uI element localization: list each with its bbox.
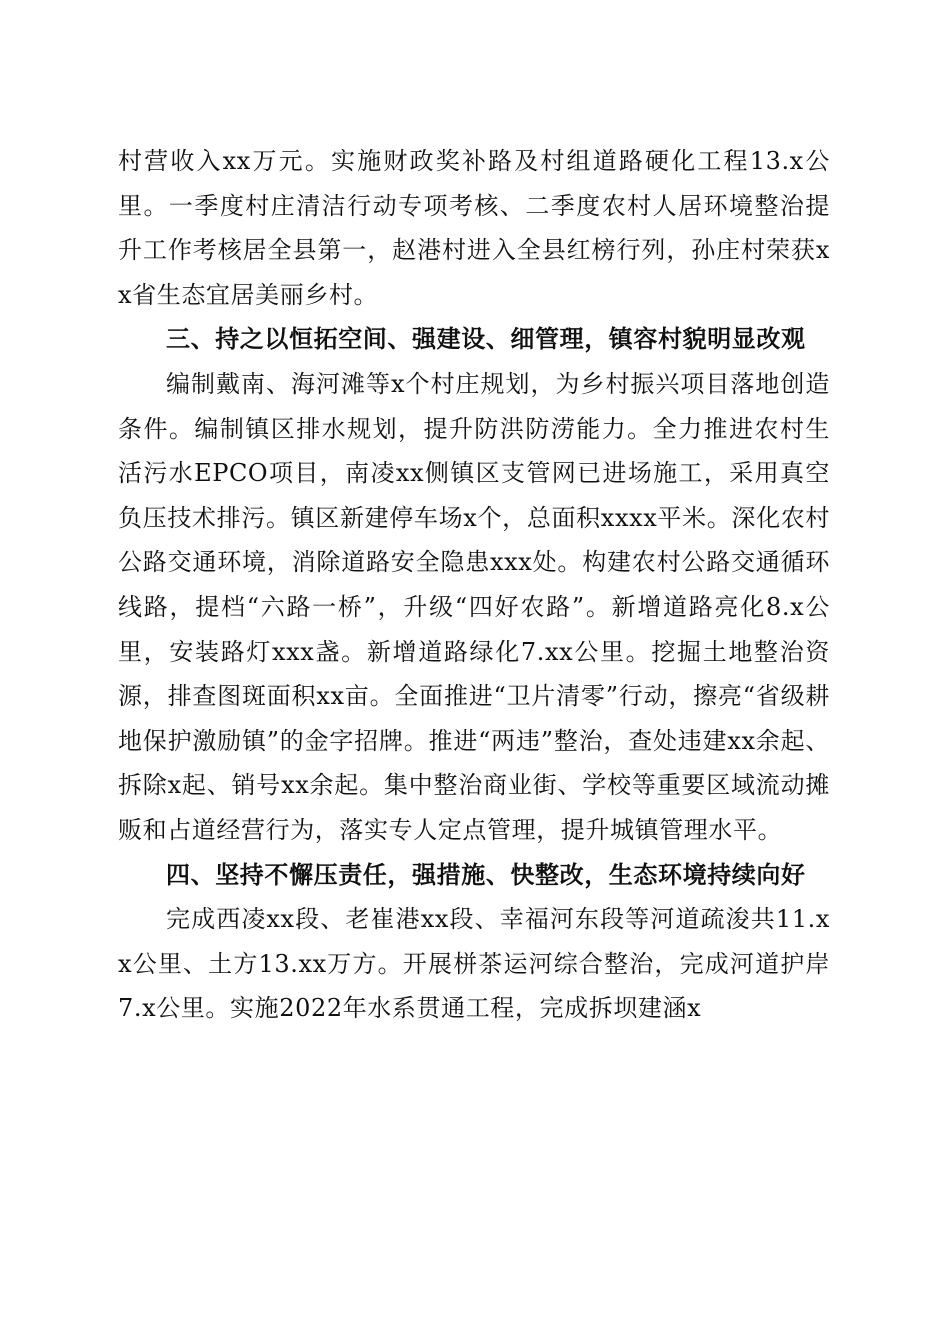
paragraph-section-4: 完成西凌xx段、老崔港xx段、幸福河东段等河道疏浚共11.xx公里、土方13.xx万方。开展栟茶运河综合整治，完成河道护岸7.x公里。实施2022年水系贯通工程，完成拆坝建涵x bbox=[118, 905, 830, 1023]
paragraph-continued: 村营收入xx万元。实施财政奖补路及村组道路硬化工程13.x公里。一季度村庄清洁行动专项考核、二季度农村人居环境整治提升工作考核居全县第一，赵港村进入全县红榜行列，孙庄村荣获xx省生态宜居美丽乡村。 bbox=[118, 147, 830, 309]
paragraph-section-3: 编制戴南、海河滩等x个村庄规划，为乡村振兴项目落地创造条件。编制镇区排水规划，提升防洪防涝能力。全力推进农村生活污水EPCO项目，南凌xx侧镇区支管网已进场施工，采用真空负压技术排污。镇区新建停车场x个，总面积xxxx平米。深化农村公路交通环境，消除道路安全隐患xxx处。构建农村公路交通循环线路，提档“六路一桥”，升级“四好农路”。新增道路亮化8.x公里，安装路灯xxx盏。新增道路绿化7.xx公里。挖掘土地整治资源，排查图斑面积xx亩。全面推进“卫片清零”行动，擦亮“省级耕地保护激励镇”的金字招牌。推进“两违”整治，查处违建xx余起、拆除x起、销号xx余起。集中整治商业街、学校等重要区域流动摊贩和占道经营行为，落实专人定点管理，提升城镇管理水平。 bbox=[118, 369, 830, 844]
section-heading-3: 三、持之以恒拓空间、强建设、细管理，镇容村貌明显改观 bbox=[166, 325, 806, 354]
section-heading-4: 四、坚持不懈压责任，强措施、快整改，生态环境持续向好 bbox=[166, 860, 806, 889]
document-body bbox=[118, 139, 830, 1031]
